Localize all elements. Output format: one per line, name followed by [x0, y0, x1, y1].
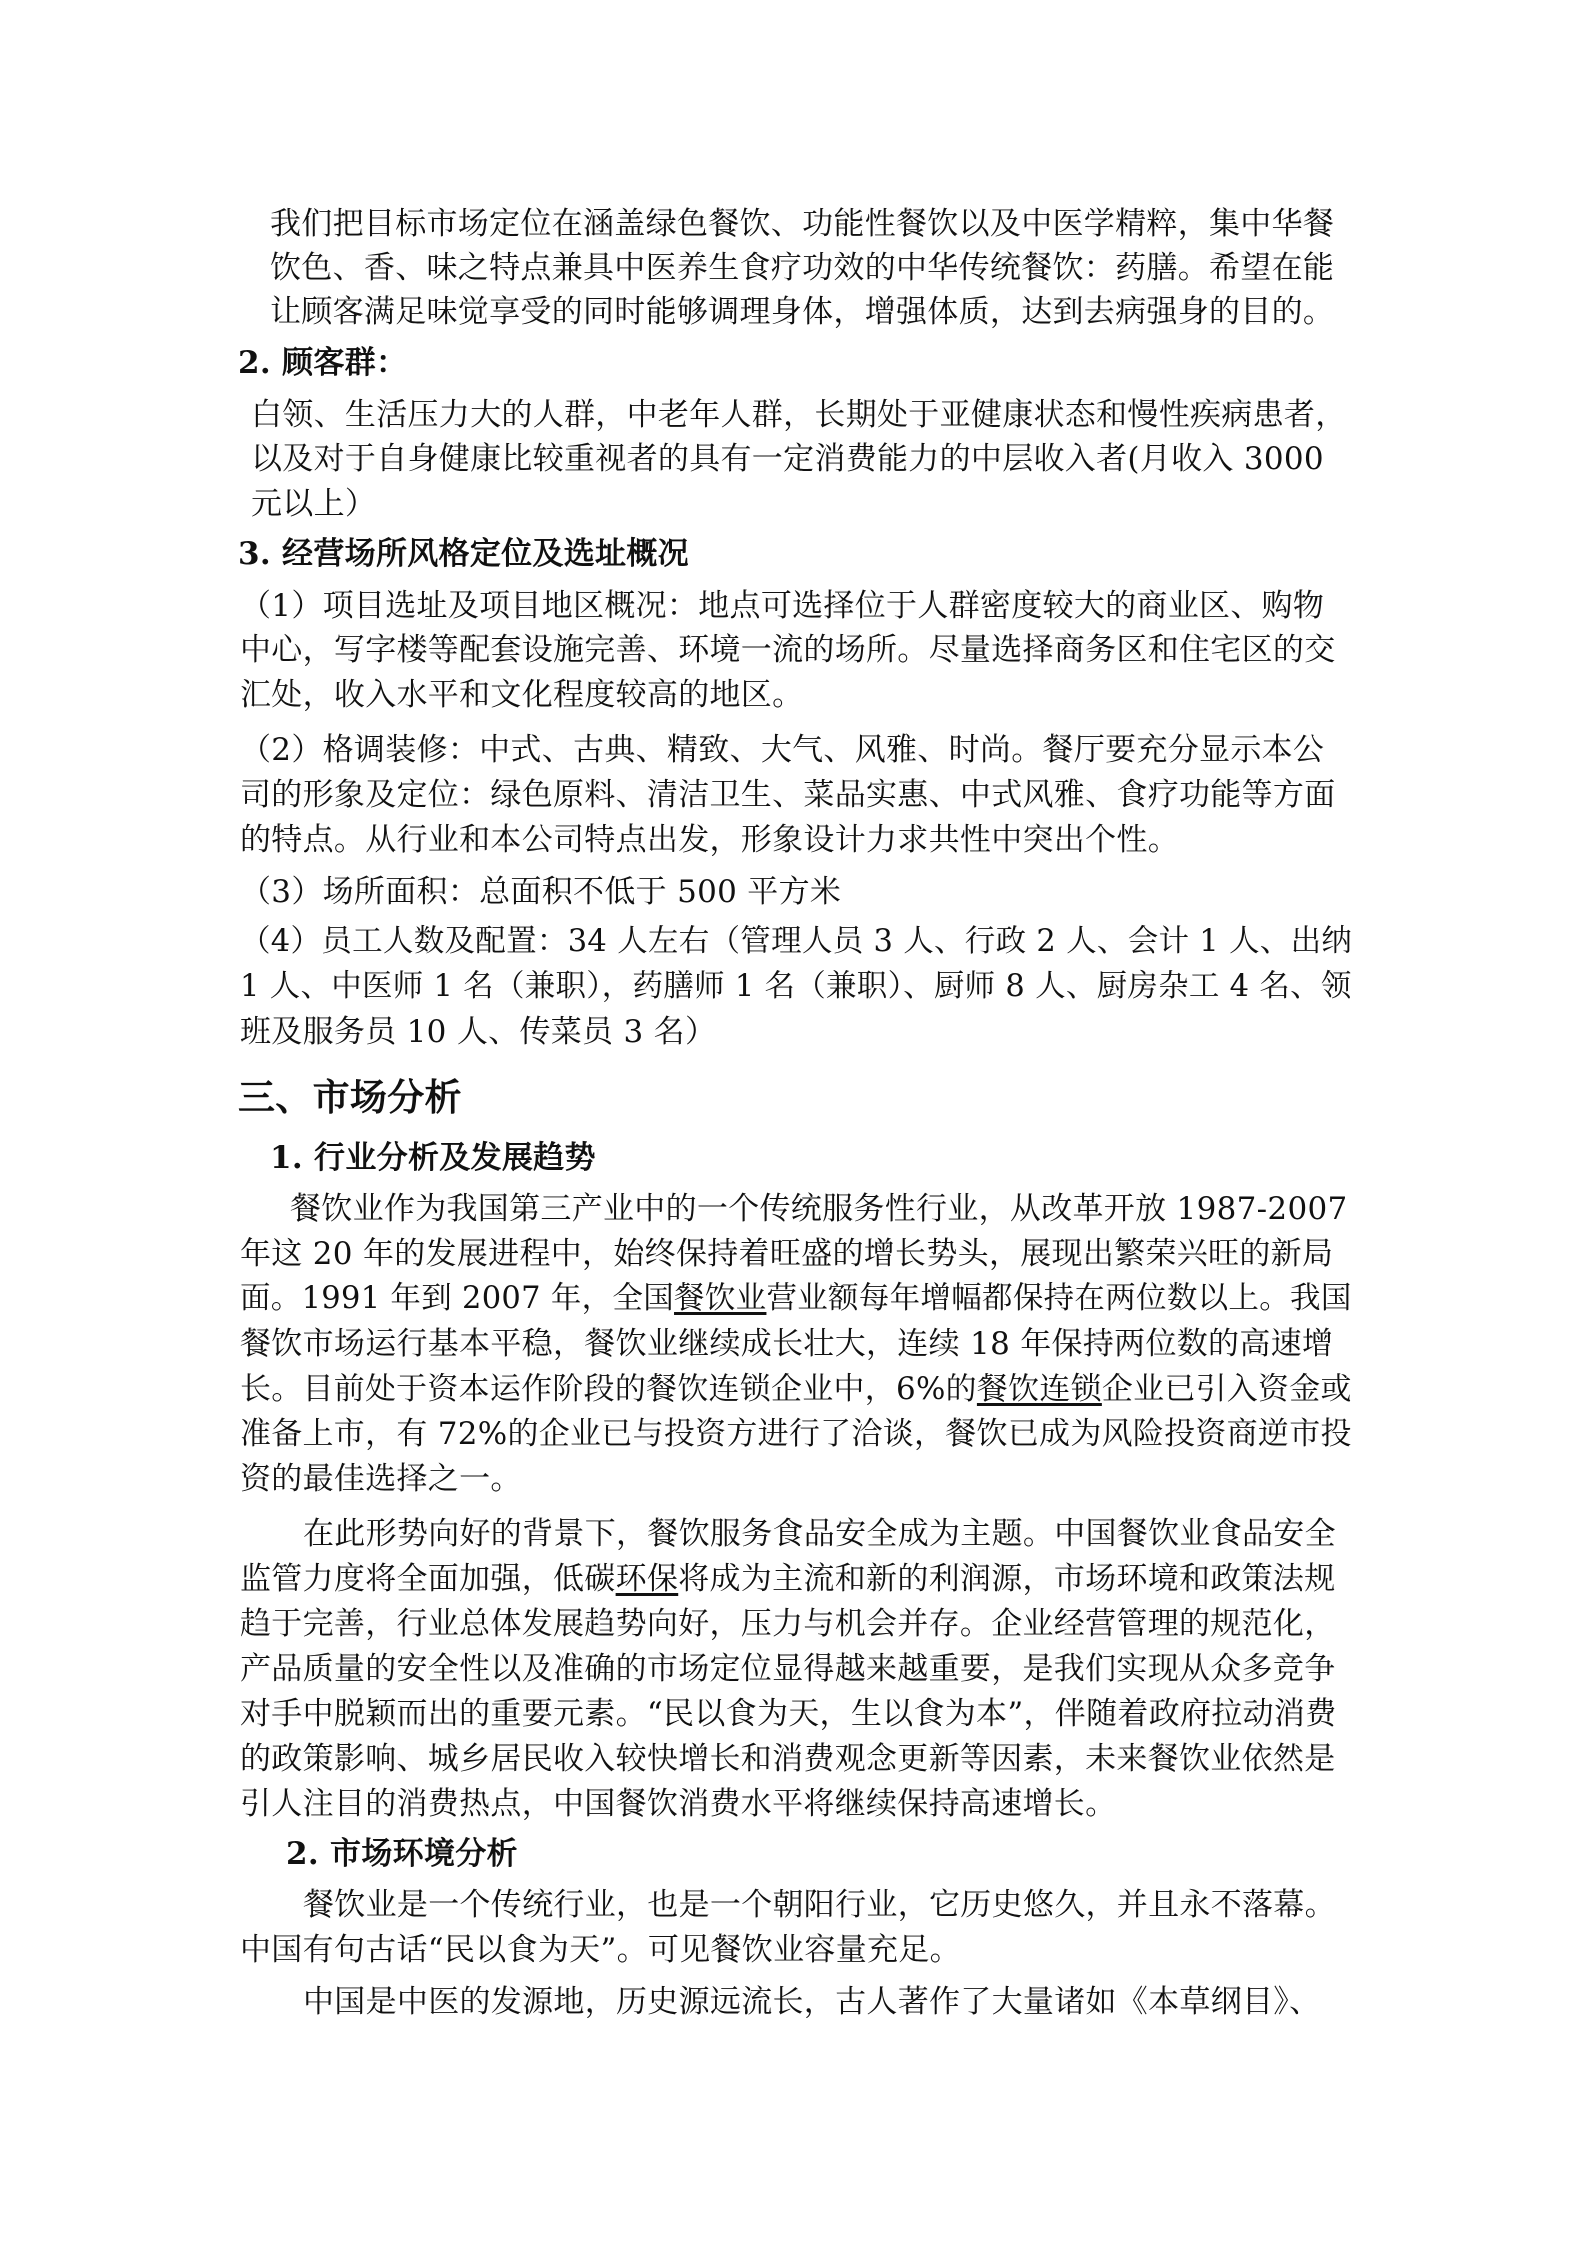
text-run: 面。1991 年到 2007 年，全国	[240, 1281, 675, 1316]
paragraph-line: 中心，写字楼等配套设施完善、环境一流的场所。尽量选择商务区和住宅区的交	[240, 632, 1336, 668]
subsection-heading: 2. 市场环境分析	[286, 1836, 518, 1872]
paragraph-line: 我们把目标市场定位在涵盖绿色餐饮、功能性餐饮以及中医学精粹，集中华餐	[270, 206, 1335, 242]
paragraph-line	[240, 1277, 1352, 1321]
paragraph-line: 班及服务员 10 人、传菜员 3 名）	[240, 1014, 717, 1050]
paragraph-line	[240, 1557, 1336, 1601]
link-catering-chain[interactable]: 餐饮连锁	[976, 1371, 1102, 1407]
paragraph-line: 准备上市，有 72%的企业已与投资方进行了洽谈，餐饮已成为风险投资商逆市投	[240, 1416, 1352, 1452]
paragraph-line: 元以上）	[251, 486, 377, 522]
paragraph-line: 1 人、中医师 1 名（兼职），药膳师 1 名（兼职）、厨师 8 人、厨房杂工 4 名、领	[240, 969, 1352, 1004]
text-run: 企业已引入资金或	[1101, 1371, 1352, 1407]
paragraph-line	[240, 1367, 1352, 1411]
paragraph-line: （1）项目选址及项目地区概况：地点可选择位于人群密度较大的商业区、购物	[240, 588, 1325, 624]
text-run: 营业额每年增幅都保持在两位数以上。我国	[766, 1281, 1352, 1316]
text-run: 将成为主流和新的利润源，市场环境和政策法规	[678, 1561, 1336, 1597]
paragraph-line: 司的形象及定位：绿色原料、清洁卫生、菜品实惠、中式风雅、食疗功能等方面	[240, 777, 1336, 813]
paragraph-line: 中国有句古话“民以食为天”。可见餐饮业容量充足。	[240, 1932, 961, 1968]
paragraph-line: 资的最佳选择之一。	[240, 1461, 522, 1497]
paragraph-line: 餐饮业作为我国第三产业中的一个传统服务性行业，从改革开放 1987-2007	[290, 1191, 1348, 1227]
paragraph-line: 以及对于自身健康比较重视者的具有一定消费能力的中层收入者(月收入 3000	[251, 441, 1324, 477]
paragraph-line: 餐饮业是一个传统行业，也是一个朝阳行业，它历史悠久，并且永不落幕。	[303, 1887, 1336, 1923]
paragraph-line: 饮色、香、味之特点兼具中医养生食疗功效的中华传统餐饮：药膳。希望在能	[270, 250, 1335, 286]
link-environment[interactable]: 环保	[615, 1561, 679, 1597]
chapter-heading: 三、市场分析	[238, 1075, 462, 1119]
section-heading: 3. 经营场所风格定位及选址概况	[238, 536, 689, 572]
paragraph-line: （4）员工人数及配置：34 人左右（管理人员 3 人、行政 2 人、会计 1 人、出纳	[240, 924, 1353, 959]
section-heading: 2. 顾客群：	[238, 345, 408, 381]
text-run: 长。目前处于资本运作阶段的餐饮连锁企业中，6%的	[240, 1371, 977, 1407]
link-catering-industry[interactable]: 餐饮业	[674, 1281, 767, 1316]
paragraph-line: 趋于完善，行业总体发展趋势向好，压力与机会并存。企业经营管理的规范化，	[240, 1606, 1336, 1642]
paragraph-line: 引人注目的消费热点，中国餐饮消费水平将继续保持高速增长。	[240, 1786, 1117, 1822]
text-run: 监管力度将全面加强，低碳	[240, 1561, 616, 1597]
paragraph-line: 的特点。从行业和本公司特点出发，形象设计力求共性中突出个性。	[240, 822, 1179, 858]
paragraph-line: 白领、生活压力大的人群，中老年人群，长期处于亚健康状态和慢性疾病患者，	[251, 397, 1347, 433]
paragraph-line: 的政策影响、城乡居民收入较快增长和消费观念更新等因素，未来餐饮业依然是	[240, 1741, 1336, 1777]
paragraph-line: （3）场所面积：总面积不低于 500 平方米	[240, 874, 842, 910]
paragraph-line: 让顾客满足味觉享受的同时能够调理身体，增强体质，达到去病强身的目的。	[270, 294, 1335, 330]
paragraph-line: 中国是中医的发源地，历史源远流长，古人著作了大量诸如《本草纲目》、	[303, 1984, 1321, 2020]
paragraph-line: 对手中脱颖而出的重要元素。“民以食为天，生以食为本”，伴随着政府拉动消费	[240, 1696, 1337, 1732]
subsection-heading: 1. 行业分析及发展趋势	[270, 1140, 596, 1176]
paragraph-line: 在此形势向好的背景下，餐饮服务食品安全成为主题。中国餐饮业食品安全	[303, 1516, 1336, 1552]
paragraph-line: 年这 20 年的发展进程中，始终保持着旺盛的增长势头，展现出繁荣兴旺的新局	[240, 1236, 1334, 1272]
paragraph-line: 汇处，收入水平和文化程度较高的地区。	[240, 677, 804, 713]
paragraph-line: 产品质量的安全性以及准确的市场定位显得越来越重要，是我们实现从众多竞争	[240, 1651, 1336, 1687]
paragraph-line: 餐饮市场运行基本平稳，餐饮业继续成长壮大，连续 18 年保持两位数的高速增	[240, 1326, 1334, 1362]
paragraph-line: （2）格调装修：中式、古典、精致、大气、风雅、时尚。餐厅要充分显示本公	[240, 732, 1325, 768]
